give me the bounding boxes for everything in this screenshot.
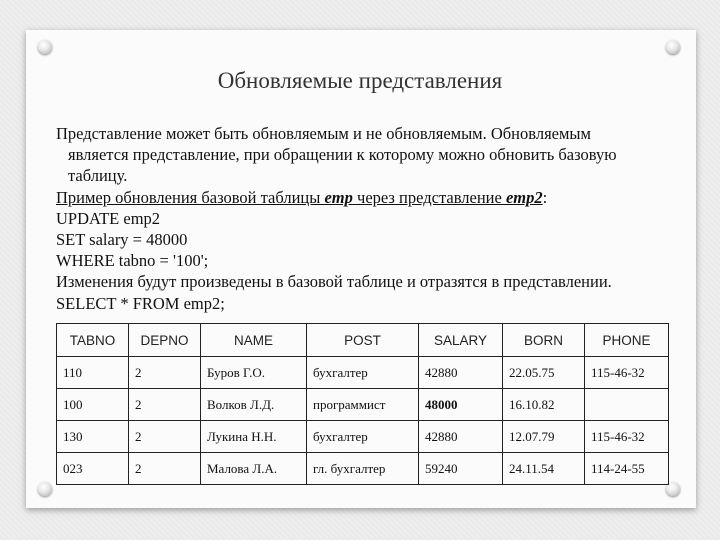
cell-salary: 42880 <box>419 357 503 389</box>
cell-phone: 114-24-55 <box>585 453 669 485</box>
slide-body <box>56 123 696 314</box>
sql-line: WHERE tabno = '100'; <box>56 251 209 271</box>
pin-bottom-left <box>38 482 52 496</box>
header-post: POST <box>307 324 419 357</box>
example-line <box>56 187 696 208</box>
sql-line: UPDATE emp2 <box>56 208 161 228</box>
cell-salary-updated: 48000 <box>419 389 503 421</box>
example-text: Пример обновления базовой таблицы <box>56 187 325 207</box>
header-depno: DEPNO <box>129 324 201 357</box>
cell-born: 12.07.79 <box>503 421 585 453</box>
header-tabno: TABNO <box>57 324 129 357</box>
sql-line: SET salary = 48000 <box>56 230 188 250</box>
cell-born: 16.10.82 <box>503 389 585 421</box>
cell-tabno: 100 <box>57 389 129 421</box>
cell-depno: 2 <box>129 421 201 453</box>
cell-tabno: 130 <box>57 421 129 453</box>
cell-tabno: 110 <box>57 357 129 389</box>
cell-phone: 115-46-32 <box>585 421 669 453</box>
text-line: Изменения будут произведены в базовой таблице и отразятся в представлении. <box>56 272 612 292</box>
example-colon: : <box>542 187 548 207</box>
cell-depno: 2 <box>129 453 201 485</box>
header-salary: SALARY <box>419 324 503 357</box>
text-line: Представление может быть обновляемым и не обновляемым. Обновляемым <box>56 124 591 143</box>
pin-top-left <box>38 40 52 54</box>
cell-phone <box>585 389 669 421</box>
cell-depno: 2 <box>129 357 201 389</box>
cell-tabno: 023 <box>57 453 129 485</box>
table-row <box>57 389 669 421</box>
cell-post: гл. бухгалтер <box>307 453 419 485</box>
table-row <box>57 453 669 485</box>
cell-post: бухгалтер <box>307 421 419 453</box>
header-phone: PHONE <box>585 324 669 357</box>
table-row <box>57 357 669 389</box>
pin-top-right <box>666 40 680 54</box>
cell-name: Малова Л.А. <box>201 453 307 485</box>
header-born: BORN <box>503 324 585 357</box>
table-row <box>57 421 669 453</box>
text-line: является представление, при обращении к которому можно обновить базовую <box>68 145 617 165</box>
slide-title: Обновляемые представления <box>217 68 503 93</box>
text-line: таблицу. <box>68 166 128 186</box>
header-name: NAME <box>201 324 307 357</box>
cell-name: Волков Л.Д. <box>201 389 307 421</box>
view-name-emp2: emp2 <box>505 187 543 207</box>
cell-born: 22.05.75 <box>503 357 585 389</box>
cell-phone: 115-46-32 <box>585 357 669 389</box>
cell-depno: 2 <box>129 389 201 421</box>
table-name-emp: emp <box>324 187 353 207</box>
example-text: через представление <box>352 187 506 207</box>
cell-name: Лукина Н.Н. <box>201 421 307 453</box>
cell-salary: 59240 <box>419 453 503 485</box>
cell-salary: 42880 <box>419 421 503 453</box>
sql-line: SELECT * FROM emp2; <box>56 293 225 313</box>
cell-name: Буров Г.О. <box>201 357 307 389</box>
cell-born: 24.11.54 <box>503 453 585 485</box>
cell-post: программист <box>307 389 419 421</box>
cell-post: бухгалтер <box>307 357 419 389</box>
emp2-table <box>56 323 669 485</box>
table-header-row <box>57 324 669 357</box>
